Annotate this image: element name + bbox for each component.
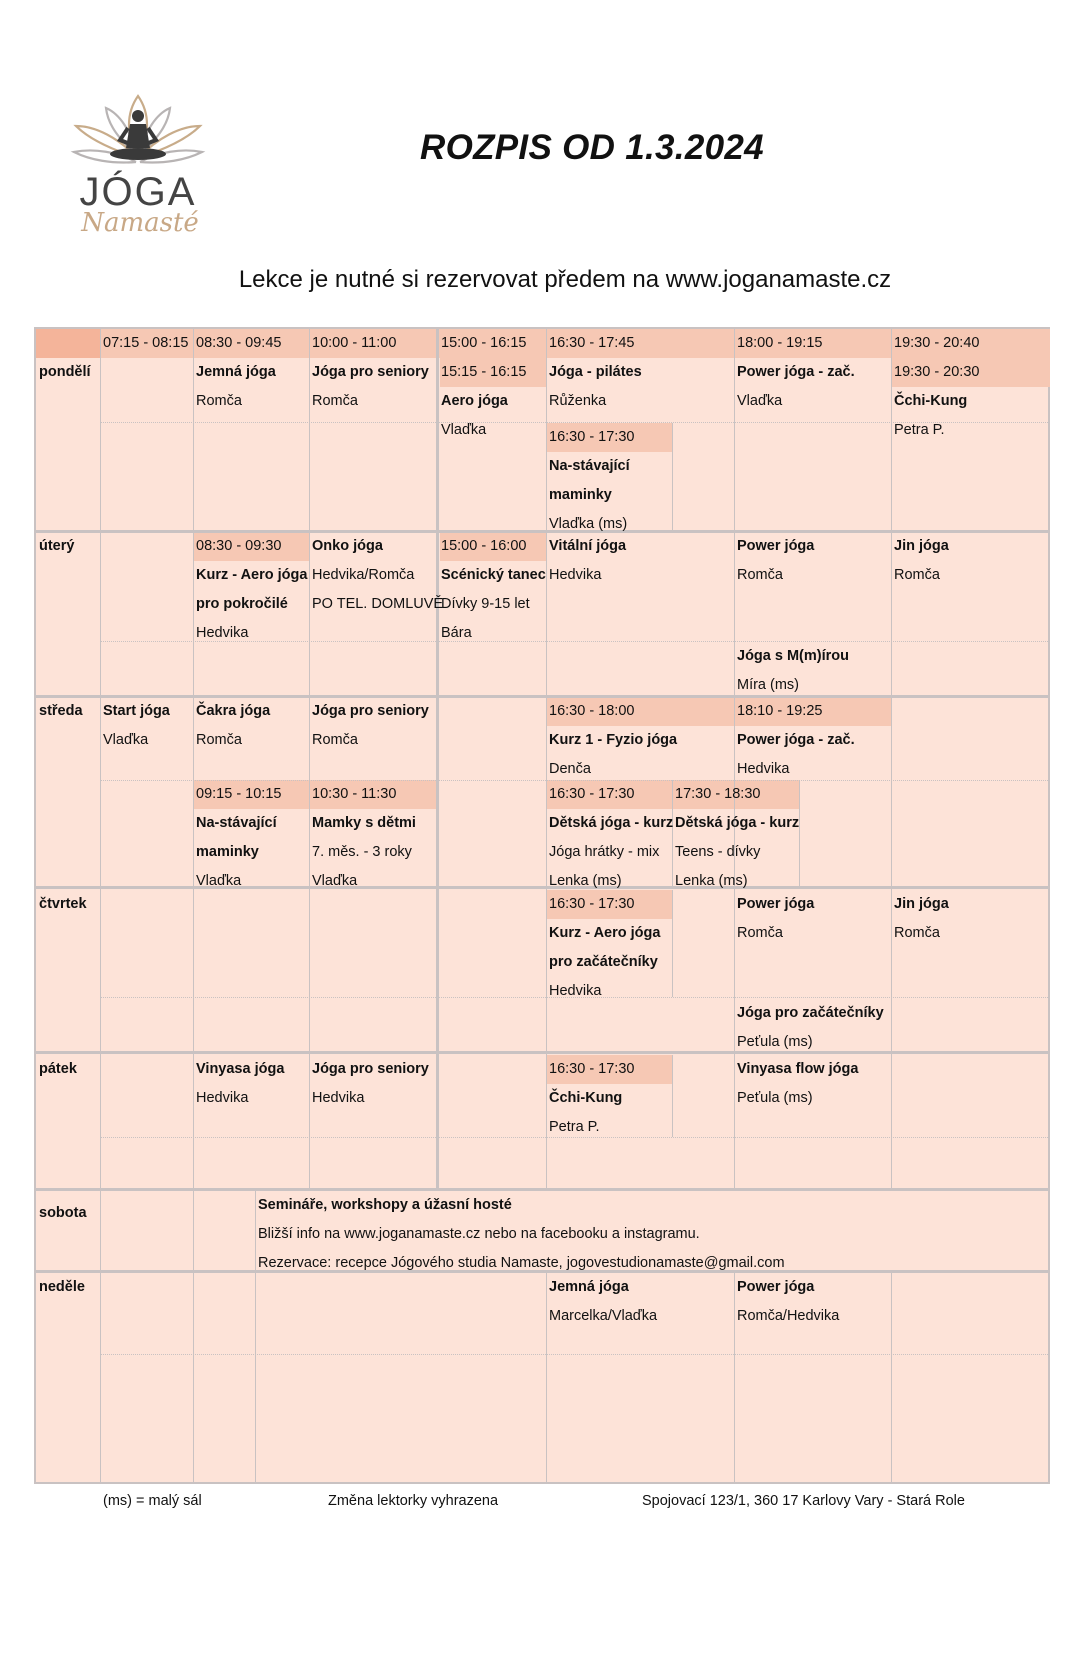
lesson-fri-c2: Vinyasa jóga Hedvika [196, 1061, 285, 1106]
day-saturday: sobota [39, 1205, 87, 1221]
lesson-wed-c6: 18:10 - 19:25 Power jóga - zač. Hedvika [737, 703, 855, 777]
footer-note: Změna lektorky vyhrazena [328, 1493, 499, 1509]
lesson-thu-c6b: Jóga pro začátečníky Peťula (ms) [737, 1005, 884, 1050]
lesson-mon-c5b: 16:30 - 17:30 Na-stávající maminky Vlaďka (ms) [549, 429, 635, 532]
saturday-info: Semináře, workshopy a úžasní hosté Bližší info na www.joganamaste.cz nebo na facebooku a instagramu. Rezervace: recepce Jógového studia Namaste, jogovestudionamaste@gmail.com [258, 1197, 785, 1271]
lesson-mon-c4: 15:15 - 16:15 Aero jóga Vlaďka [441, 364, 527, 438]
lesson-thu-c5: 16:30 - 17:30 Kurz - Aero jóga pro začátečníky Hedvika [549, 896, 661, 999]
reservation-note: Lekce je nutné si rezervovat předem na www.joganamaste.cz [238, 266, 892, 293]
lesson-thu-c7: Jin jóga Romča [894, 896, 949, 941]
header-time-7: 19:30 - 20:40 [894, 335, 980, 351]
lesson-wed-c2b: 09:15 - 10:15 Na-stávající maminky Vlaďka [196, 786, 282, 889]
lesson-wed-c5: 16:30 - 18:00 Kurz 1 - Fyzio jóga Denča [549, 703, 678, 777]
lesson-mon-c3: Jóga pro seniory Romča [312, 364, 429, 409]
lesson-wed-c3b: 10:30 - 11:30 Mamky s dětmi 7. měs. - 3 roky Vlaďka [312, 786, 416, 889]
lesson-wed-c1: Start jóga Vlaďka [103, 703, 170, 748]
logo-script: Namasté [81, 208, 199, 238]
day-tuesday: úterý [39, 538, 75, 554]
header-time-2: 08:30 - 09:45 [196, 335, 282, 351]
page-title: ROZPIS OD 1.3.2024 [420, 128, 764, 167]
day-monday: pondělí [39, 364, 91, 380]
lesson-fri-c6: Vinyasa flow jóga Peťula (ms) [737, 1061, 859, 1106]
lesson-fri-c5: 16:30 - 17:30 Čchi-Kung Petra P. [549, 1061, 635, 1135]
footer-legend: (ms) = malý sál [103, 1493, 202, 1509]
lesson-sun-c6: Power jóga Romča/Hedvika [737, 1279, 840, 1324]
day-wednesday: středa [39, 703, 83, 719]
header-time-3: 10:00 - 11:00 [312, 335, 397, 351]
lesson-sun-c5: Jemná jóga Marcelka/Vlaďka [549, 1279, 658, 1324]
lesson-mon-c7: 19:30 - 20:30 Čchi-Kung Petra P. [894, 364, 980, 438]
lesson-mon-c2: Jemná jóga Romča [196, 364, 276, 409]
lesson-thu-c6: Power jóga Romča [737, 896, 815, 941]
corner-cell [36, 329, 100, 358]
header-time-1: 07:15 - 08:15 [103, 335, 189, 351]
lesson-tue-c4: 15:00 - 16:00 Scénický tanec Dívky 9-15 let Bára [441, 538, 546, 641]
lesson-mon-c6: Power jóga - zač. Vlaďka [737, 364, 855, 409]
header-time-6: 18:00 - 19:15 [737, 335, 823, 351]
header-time-5: 16:30 - 17:45 [549, 335, 635, 351]
lesson-wed-c5b: 16:30 - 17:30 Dětská jóga - kurz Jóga hrátky - mix Lenka (ms) [549, 786, 674, 889]
schedule-table [34, 327, 1050, 1484]
lesson-wed-c5c: 17:30 - 18:30 Dětská jóga - kurz Teens - dívky Lenka (ms) [675, 786, 800, 889]
lesson-mon-c5: Jóga - pilátes Růženka [549, 364, 642, 409]
lesson-fri-c3: Jóga pro seniory Hedvika [312, 1061, 429, 1106]
lesson-tue-c6: Power jóga Romča [737, 538, 815, 583]
lesson-wed-c2: Čakra jóga Romča [196, 703, 271, 748]
logo-text: JÓGA [79, 170, 197, 214]
day-thursday: čtvrtek [39, 896, 87, 912]
lesson-tue-c2: 08:30 - 09:30 Kurz - Aero jóga pro pokročilé Hedvika [196, 538, 308, 641]
logo [68, 78, 208, 253]
footer-address: Spojovací 123/1, 360 17 Karlovy Vary - Stará Role [642, 1493, 965, 1509]
day-friday: pátek [39, 1061, 77, 1077]
lesson-tue-c6b: Jóga s M(m)írou Míra (ms) [737, 648, 849, 693]
lesson-wed-c3: Jóga pro seniory Romča [312, 703, 429, 748]
lesson-tue-c7: Jin jóga Romča [894, 538, 949, 583]
header-time-4: 15:00 - 16:15 [441, 335, 527, 351]
lesson-tue-c3: Onko jóga Hedvika/Romča PO TEL. DOMLUVĚ [312, 538, 444, 612]
lesson-tue-c5: Vitální jóga Hedvika [549, 538, 627, 583]
day-sunday: neděle [39, 1279, 85, 1295]
